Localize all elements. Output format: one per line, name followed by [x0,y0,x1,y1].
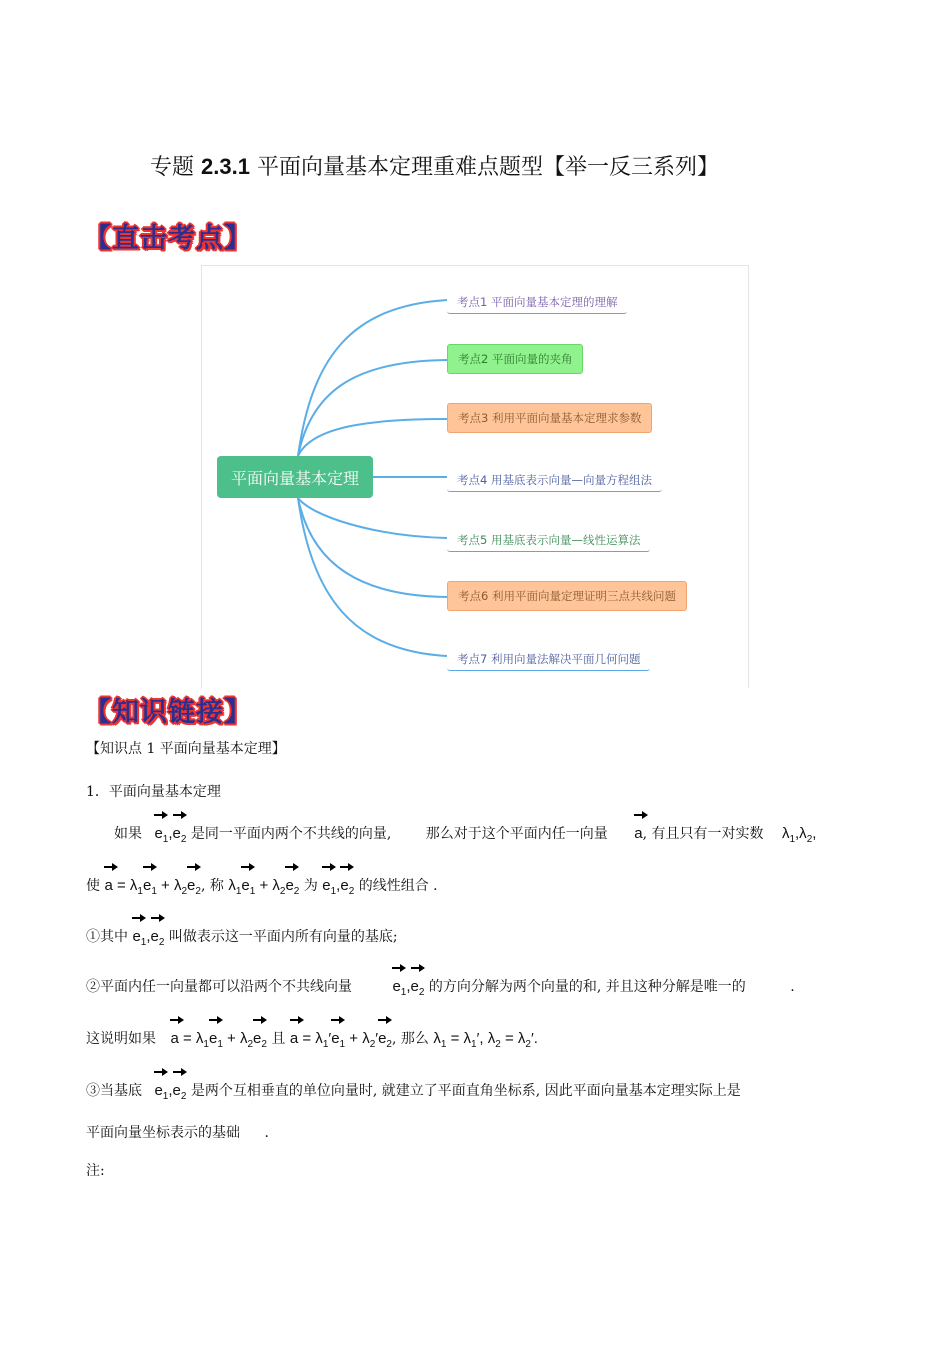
p4-text-a: ②平面内任一向量都可以沿两个不共线向量 [86,979,352,995]
p3-text-b: 叫做表示这一平面内所有向量的基底; [168,929,398,945]
basis-e1-e2: $e_1,e_2$ [154,825,187,845]
branch-4: 考点4 用基底表示向量—向量方程组法 [447,466,662,492]
formula-first: $a = \lambda_1e_1 + \lambda_2e_2$ [170,1030,267,1050]
theorem-line-1 [114,823,816,845]
connector-1 [298,300,447,456]
p1-text-a: 如果 [114,826,142,842]
note-label: 注: [86,1163,105,1179]
p1-text-c: 那么对于这个平面内任一向量 [425,826,608,842]
title-rest: 平面向量基本定理重难点题型【举一反三系列】 [256,155,719,180]
p2-text-d: 的线性组合 [358,878,429,894]
p1-text-d: , 有且只有一对实数 [642,826,764,842]
uniqueness-statement [86,1028,538,1050]
knowledge-heading: 【知识点 1 平面向量基本定理】 [86,741,286,757]
title-number: 2.3.1 [201,154,250,179]
basis-e1-e2-3: $e_1,e_2$ [132,928,165,948]
p2-text-a: 使 [86,878,100,894]
p5-text-c: , 那么 [391,1031,429,1047]
lambda-pair: $\lambda_1,\lambda_2$, [781,825,817,845]
coordinate-basis-line: 平面向量坐标表示的基础 . [86,1125,269,1141]
basis-e1-e2-4: $e_1,e_2$ [392,978,425,998]
decomposition-formula: $a = \lambda_1e_1 + \lambda_2e_2$ [104,877,201,897]
lambda-equality: $\lambda_1 = \lambda_1'$, $\lambda_2 = \lambda_2'$. [433,1030,538,1050]
formula-second: $a = \lambda_1'e_1 + \lambda_2'e_2$ [289,1030,392,1050]
branch-7: 考点7 利用向量法解决平面几何问题 [447,645,650,671]
connector-3 [298,419,447,456]
basis-e1-e2-5: $e_1,e_2$ [154,1082,187,1102]
item-title: 1．平面向量基本定理 [86,784,221,800]
connector-7 [298,498,447,656]
mindmap [201,265,749,688]
p3-text-a: ①其中 [86,929,128,945]
title-prefix: 专题 [150,155,195,180]
p1-text-b: 是同一平面内两个不共线的向量, [190,826,392,842]
p6-text-b: 是两个互相垂直的单位向量时, 就建立了平面直角坐标系, 因此平面向量基本定理实际上是 [190,1083,741,1099]
p2-text-c: 为 [303,878,318,894]
connector-5 [298,498,447,538]
page-title [150,150,719,181]
branch-6: 考点6 利用平面向量定理证明三点共线问题 [447,581,687,611]
p5-text-b: 且 [271,1031,286,1047]
branch-5: 考点5 用基底表示向量—线性运算法 [447,526,650,552]
p7-text: 平面向量坐标表示的基础 [86,1125,240,1141]
p5-text-a: 这说明如果 [86,1031,156,1047]
orthogonal-basis [86,1080,741,1102]
theorem-line-2: 使 $a = \lambda_1e_1 + \lambda_2e_2$, 称 $\lambda_1e_1 + \lambda_2e_2$ 为 $e_1,e_2$ 的线性组合 . [86,877,438,897]
branch-1: 考点1 平面向量基本定理的理解 [447,288,627,314]
basis-e1-e2-2: $e_1,e_2$ [322,877,355,897]
p4-text-b: 的方向分解为两个向量的和, 并且这种分解是唯一的 [428,979,746,995]
basis-definition [86,926,398,948]
unique-decomposition: ②平面内任一向量都可以沿两个不共线向量 $e_1,e_2$ 的方向分解为两个向量的和, 并且这种分解是唯一的 . [86,978,795,998]
mindmap-root: 平面向量基本定理 [217,456,373,498]
linear-combination: $\lambda_1e_1 + \lambda_2e_2$ [228,877,300,897]
p6-text-a: ③当基底 [86,1083,142,1099]
p2-text-b: , 称 [200,878,224,894]
branch-3: 考点3 利用平面向量基本定理求参数 [447,403,652,433]
exam-points-banner: 【直击考点】 [84,223,252,254]
branch-2: 考点2 平面向量的夹角 [447,344,583,374]
knowledge-banner: 【知识链接】 [84,697,252,728]
vector-a: a [634,825,643,842]
